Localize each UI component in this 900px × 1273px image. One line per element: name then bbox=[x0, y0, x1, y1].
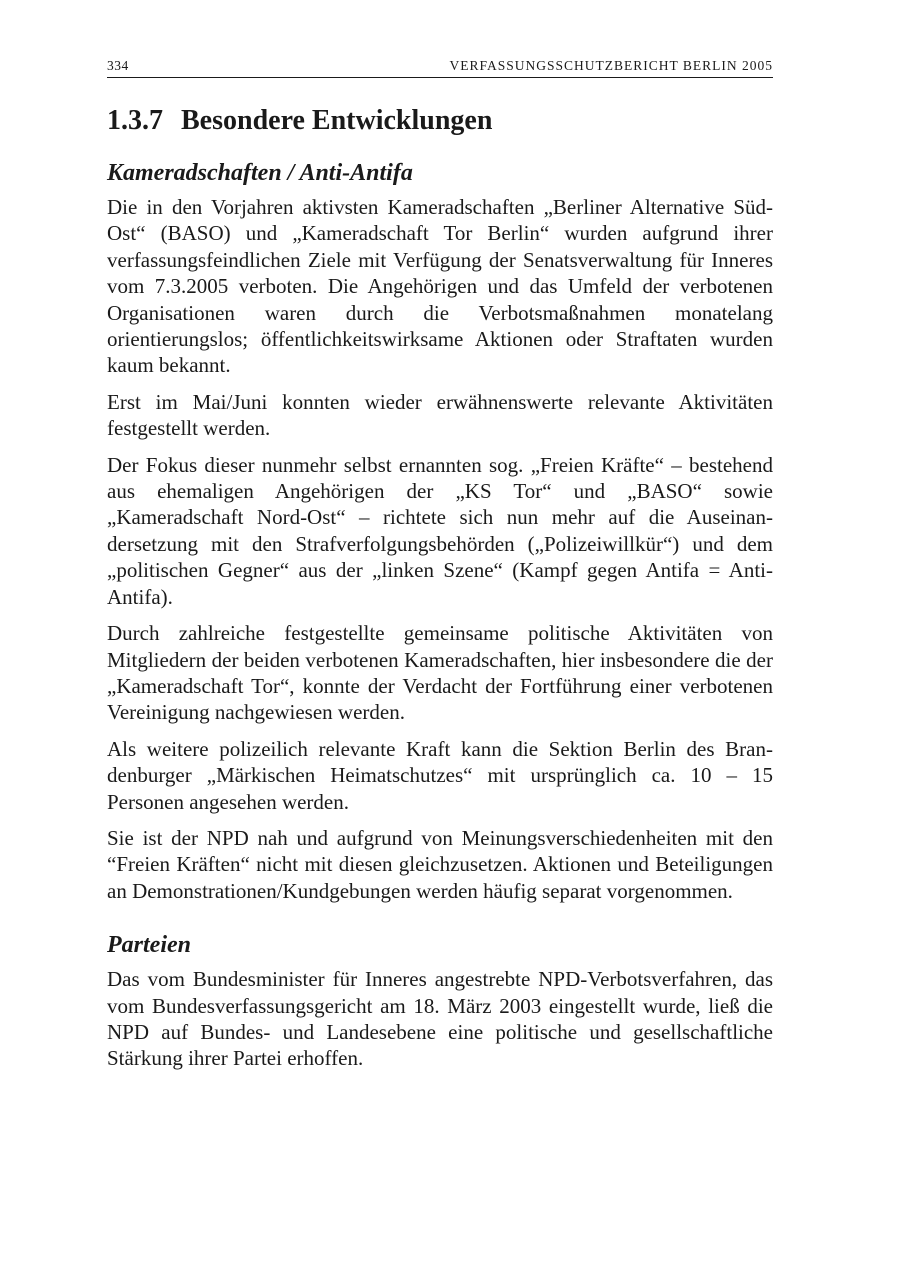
section-title: Besondere Entwicklungen bbox=[181, 105, 493, 136]
section-number: 1.3.7 bbox=[107, 105, 163, 136]
page-number: 334 bbox=[107, 58, 129, 73]
paragraph: Der Fokus dieser nunmehr selbst ernannten sog. „Freien Kräfte“ – bestehend aus ehemaligen Angehörigen der „KS Tor“ und „BASO“ sowie „Kameradschaft Nord-Ost“ – richtete sich nun mehr auf die Auseinandersetzung mit den Strafverfolgungsbehörden („Polizeiwillkür“) und dem „politischen Gegner“ aus der „linken Szene“ (Kampf gegen Antifa = Anti-Antifa). bbox=[107, 452, 773, 609]
paragraph: Das vom Bundesminister für Inneres angestrebte NPD-Verbotsverfahren, das vom Bundesverfassungsgericht am 18. März 2003 eingestellt wurde, ließ die NPD auf Bundes- und Landesebene eine politische und gesellschaftliche Stärkung ihrer Partei erhoffen. bbox=[107, 967, 773, 1071]
paragraph: Sie ist der NPD nah und aufgrund von Meinungsverschiedenheiten mit den “Freien Kräften“ nicht mit diesen gleichzusetzen. Aktionen und Beteiligungen an Demonstrationen/Kundgebungen werden häufig separat vorgenommen. bbox=[107, 825, 773, 903]
document-page bbox=[107, 58, 773, 1072]
paragraph: Durch zahlreiche festgestellte gemeinsame politische Aktivitäten von Mitgliedern der beiden verbotenen Kameradschaften, hier insbesondere die der „Kameradschaft Tor“, konnte der Verdacht der Fortführung einer verbotenen Vereinigung nachgewiesen werden. bbox=[107, 621, 773, 725]
subheading-parteien: Parteien bbox=[107, 932, 191, 959]
paragraph: Als weitere polizeilich relevante Kraft kann die Sektion Berlin des Brandenburger „Märkischen Heimatschutzes“ mit ursprünglich ca. 10 – 15 Personen angesehen werden. bbox=[107, 736, 773, 814]
running-title: VERFASSUNGSSCHUTZBERICHT BERLIN 2005 bbox=[449, 58, 773, 73]
paragraph: Die in den Vorjahren aktivsten Kameradschaften „Berliner Alternative Süd-Ost“ (BASO) und „Kameradschaft Tor Berlin“ wurden aufgrund ihrer verfassungsfeindlichen Ziele mit Verfügung der Senatsverwaltung für Inneres vom 7.3.2005 verboten. Die Angehörigen und das Umfeld der verbotenen Organisationen waren durch die Verbotsmaßnahmen monatelang orientierungslos; öffentlichkeitswirksame Aktionen oder Straftaten wurden kaum bekannt. bbox=[107, 195, 773, 378]
paragraph: Erst im Mai/Juni konnten wieder erwähnenswerte relevante Aktivitäten festgestellt werden. bbox=[107, 389, 773, 441]
subheading-kameradschaften: Kameradschaften / Anti-Antifa bbox=[107, 160, 413, 186]
section-heading bbox=[107, 104, 773, 138]
running-header bbox=[107, 58, 773, 78]
